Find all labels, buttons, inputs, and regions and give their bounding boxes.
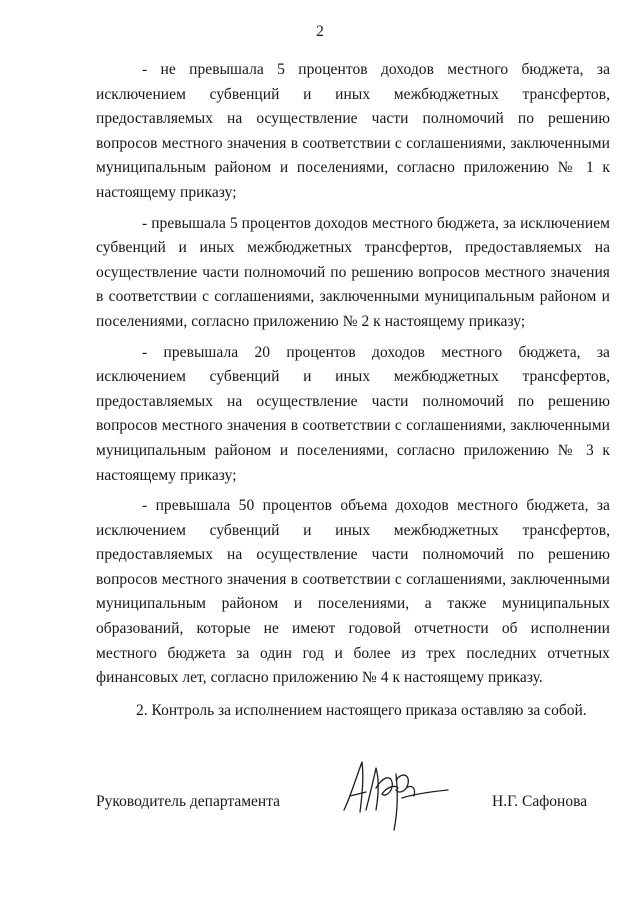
signatory-name: Н.Г. Сафонова (492, 793, 588, 810)
paragraph-bullet-2: - превышала 5 процентов доходов местного бюджета, за исключением субвенций и иных межбюджетных трансфертов, предоставляемых на осуществление части полномочий по решению вопросов местного значения в соответствии с соглашениями, заключенными муниципальным районом и поселениями, согласно приложению № 2 к настоящему приказу; (96, 214, 610, 330)
paragraph-bullet-1: - не превышала 5 процентов доходов местного бюджета, за исключением субвенций и иных межбюджетных трансфертов, предоставляемых на осуществление части полномочий по решению вопросов местного значения в соответствии с соглашениями, заключенными муниципальным районом и поселениями, согласно приложению № 1 к настоящему приказу; (96, 61, 610, 201)
document-body (96, 58, 610, 723)
signature-block (96, 748, 610, 838)
page-number: 2 (316, 23, 324, 40)
paragraph-control-item: 2. Контроль за исполнением настоящего приказа оставляю за собой. (136, 701, 587, 719)
signatory-position: Руководитель департамента (96, 793, 281, 810)
paragraph-bullet-4: - превышала 50 процентов объема доходов местного бюджета, за исключением субвенций и иных межбюджетных трансфертов, предоставляемых на осуществление части полномочий по решению вопросов местного значения в соответствии с соглашениями, заключенными муниципальным районом и поселениями, а также муниципальных образований, которые не имеют годовой отчетности об исполнении местного бюджета за один год и более из трех последних отчетных финансовых лет, согласно приложению № 4 к настоящему приказу. (96, 497, 610, 687)
handwritten-signature (336, 748, 456, 838)
paragraph-bullet-3: - превышала 20 процентов доходов местного бюджета, за исключением субвенций и иных межбюджетных трансфертов, предоставляемых на осуществление части полномочий по решению вопросов местного значения в соответствии с соглашениями, заключенными муниципальным районом и поселениями, согласно приложению № 3 к настоящему приказу; (96, 343, 610, 484)
